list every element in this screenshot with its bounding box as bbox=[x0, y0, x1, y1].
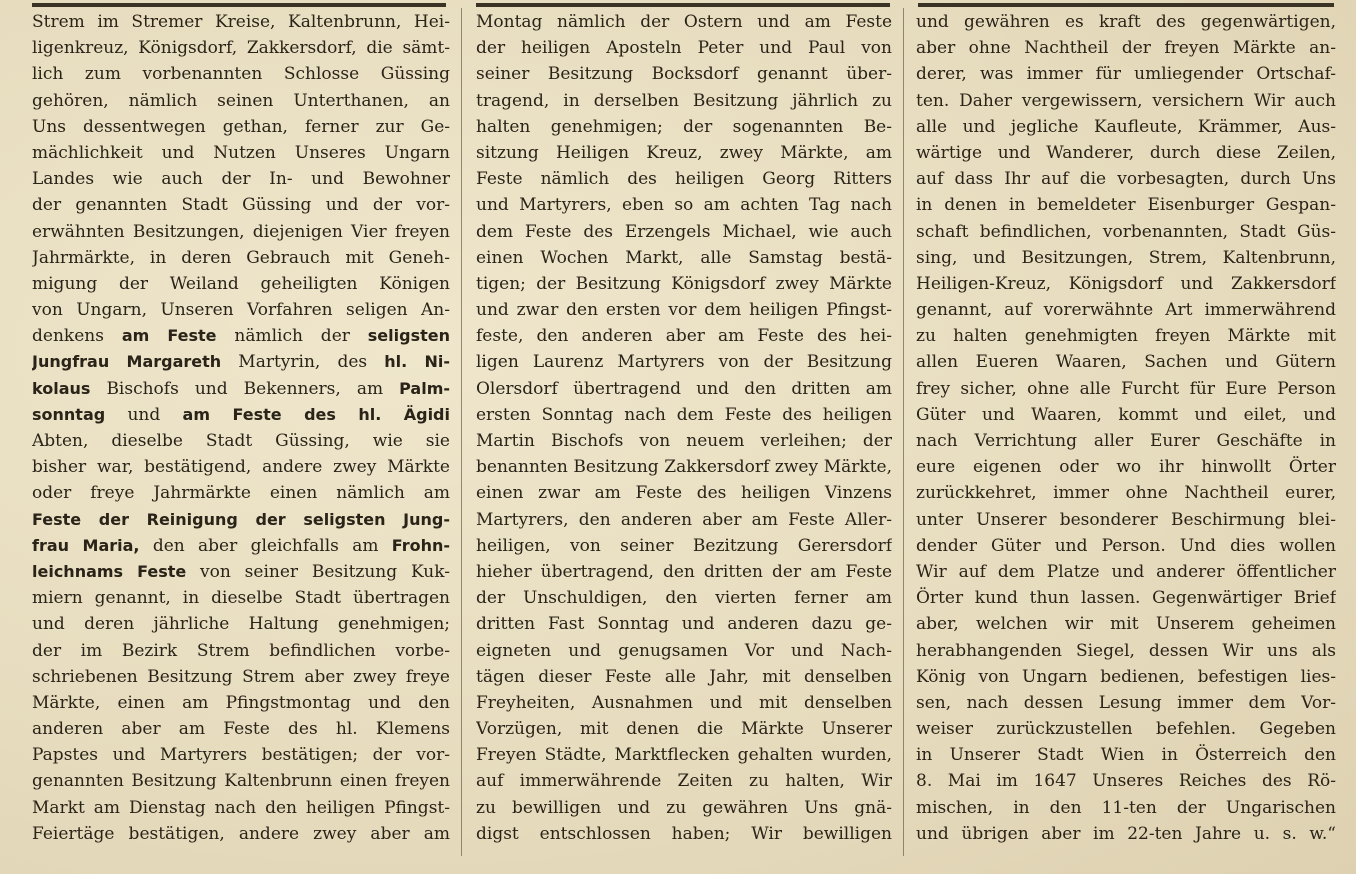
text-run: eigneten und genugsamen Vor und Nach- bbox=[476, 640, 892, 661]
text-line bbox=[476, 611, 892, 637]
text-run: mächlichkeit und Nutzen Unseres Ungarn bbox=[32, 142, 450, 163]
text-run: halten genehmigen; der sogenannten Be- bbox=[476, 116, 892, 137]
text-run: einen Wochen Markt, alle Samstag bestä- bbox=[476, 247, 892, 268]
text-run: zurückkehret, immer ohne Nachtheil eurer, bbox=[916, 483, 1336, 504]
text-line bbox=[916, 9, 1336, 35]
text-column-3 bbox=[916, 9, 1336, 865]
text-run: zu halten genehmigten freyen Märkte mit bbox=[916, 326, 1336, 347]
text-line bbox=[32, 821, 450, 847]
text-run: genannt, auf vorerwähnte Art immerwährend bbox=[916, 300, 1336, 321]
text-line bbox=[476, 768, 892, 794]
text-run: migung der Weiland geheiligten Königen bbox=[32, 273, 450, 294]
text-line bbox=[32, 507, 450, 533]
text-line bbox=[32, 454, 450, 480]
text-run: oder freye Jahrmärkte einen nämlich am bbox=[32, 483, 450, 504]
text-run: und zwar den ersten vor dem heiligen Pfingst- bbox=[476, 300, 892, 321]
text-line bbox=[916, 428, 1336, 454]
column-top-rule bbox=[476, 3, 890, 7]
text-line bbox=[32, 35, 450, 61]
text-run: herabhangenden Siegel, dessen Wir uns als bbox=[916, 640, 1336, 661]
text-run: ersten Sonntag nach dem Feste des heiligen bbox=[476, 404, 892, 425]
text-line bbox=[476, 88, 892, 114]
text-line bbox=[476, 638, 892, 664]
text-line bbox=[32, 402, 450, 428]
text-run: Güter und Waaren, kommt und eilet, und bbox=[916, 404, 1336, 425]
text-run: ligen Laurenz Martyrers von der Besitzung bbox=[476, 352, 892, 373]
text-run: allen Eueren Waaren, Sachen und Gütern bbox=[916, 352, 1336, 373]
text-run: tägen dieser Feste alle Jahr, mit denselben bbox=[476, 666, 892, 687]
text-run: Martyrin, des bbox=[221, 352, 385, 373]
text-run: schaft befindlichen, vorbenannten, Stadt Güs- bbox=[916, 221, 1336, 242]
text-run: aber, welchen wir mit Unserem geheimen bbox=[916, 614, 1336, 635]
text-run: Abten, dieselbe Stadt Güssing, wie sie bbox=[32, 431, 450, 451]
text-line bbox=[476, 271, 892, 297]
text-run: Freyheiten, Ausnahmen und mit denselben bbox=[476, 692, 892, 713]
text-run: Feiertäge bestätigen, andere zwey aber am bbox=[32, 823, 450, 844]
text-line bbox=[476, 559, 892, 585]
text-run: Freyen Städte, Marktflecken gehalten wurden, bbox=[476, 745, 892, 766]
text-line bbox=[476, 9, 892, 35]
text-line bbox=[916, 114, 1336, 140]
text-line bbox=[476, 742, 892, 768]
bold-text-run: leichnams Feste bbox=[32, 561, 187, 581]
text-line bbox=[476, 507, 892, 533]
text-line bbox=[32, 219, 450, 245]
text-run: sitzung Heiligen Kreuz, zwey Märkte, am bbox=[476, 142, 892, 163]
text-line bbox=[916, 768, 1336, 794]
text-line bbox=[32, 166, 450, 192]
text-line bbox=[916, 35, 1336, 61]
text-line bbox=[476, 349, 892, 375]
text-run: miern genannt, in dieselbe Stadt übertragen bbox=[32, 588, 450, 609]
text-run: lich zum vorbenannten Schlosse Güssing bbox=[32, 64, 450, 85]
text-line bbox=[32, 428, 450, 454]
text-run: 8. Mai im 1647 Unseres Reiches des Rö- bbox=[916, 771, 1336, 792]
bold-text-run: kolaus bbox=[32, 378, 91, 398]
text-run: Strem im Stremer Kreise, Kaltenbrunn, Hei- bbox=[32, 12, 450, 32]
text-line bbox=[476, 376, 892, 402]
text-run: dritten Fast Sonntag und anderen dazu ge- bbox=[476, 614, 892, 635]
text-line bbox=[32, 664, 450, 690]
text-run: Montag nämlich der Ostern und am Feste bbox=[476, 12, 892, 32]
text-run: Örter kund thun lassen. Gegenwärtiger Brief bbox=[916, 588, 1336, 609]
text-line bbox=[32, 349, 450, 375]
text-run: ten. Daher vergewissern, versichern Wir auch bbox=[916, 90, 1336, 111]
text-line bbox=[32, 795, 450, 821]
text-run: Wir auf dem Platze und anderer öffentlicher bbox=[916, 561, 1336, 582]
text-line bbox=[32, 114, 450, 140]
text-run: tragend, in derselben Besitzung jährlich zu bbox=[476, 90, 892, 111]
text-run: auf immerwährende Zeiten zu halten, Wir bbox=[476, 771, 892, 792]
text-run: Uns dessentwegen gethan, ferner zur Ge- bbox=[32, 116, 450, 137]
text-line bbox=[32, 559, 450, 585]
text-line bbox=[916, 559, 1336, 585]
text-line bbox=[476, 716, 892, 742]
text-line bbox=[32, 611, 450, 637]
text-line bbox=[916, 611, 1336, 637]
text-line bbox=[476, 140, 892, 166]
text-line bbox=[476, 821, 892, 847]
text-run: der im Bezirk Strem befindlichen vorbe- bbox=[32, 640, 450, 661]
text-run: der heiligen Aposteln Peter und Paul von bbox=[476, 38, 892, 59]
text-run: Landes wie auch der In- und Bewohner bbox=[32, 169, 450, 190]
bold-text-run: hl. Ni- bbox=[384, 352, 450, 372]
text-run: und bbox=[105, 404, 183, 425]
text-run: Jahrmärkte, in deren Gebrauch mit Geneh- bbox=[32, 247, 450, 268]
text-line bbox=[476, 428, 892, 454]
text-line bbox=[916, 61, 1336, 87]
text-run: gehören, nämlich seinen Unterthanen, an bbox=[32, 90, 450, 111]
text-line bbox=[916, 402, 1336, 428]
text-line bbox=[916, 219, 1336, 245]
text-line bbox=[476, 480, 892, 506]
text-run: und gewähren es kraft des gegenwärtigen, bbox=[916, 12, 1336, 32]
text-line bbox=[916, 376, 1336, 402]
text-run: genannten Besitzung Kaltenbrunn einen freyen bbox=[32, 771, 450, 792]
text-line bbox=[476, 61, 892, 87]
column-divider bbox=[903, 8, 904, 856]
text-run: mischen, in den 11-ten der Ungarischen bbox=[916, 797, 1336, 818]
text-line bbox=[32, 480, 450, 506]
text-line bbox=[476, 585, 892, 611]
text-line bbox=[916, 192, 1336, 218]
text-run: den aber gleichfalls am bbox=[139, 535, 392, 556]
text-line bbox=[916, 140, 1336, 166]
text-run: unter Unserer besonderer Beschirmung blei- bbox=[916, 509, 1336, 530]
text-run: in denen in bemeldeter Eisenburger Gespan- bbox=[916, 195, 1336, 216]
text-line bbox=[916, 742, 1336, 768]
text-run: digst entschlossen haben; Wir bewilligen bbox=[476, 823, 892, 844]
text-line bbox=[916, 821, 1336, 847]
text-line bbox=[916, 245, 1336, 271]
text-line bbox=[476, 166, 892, 192]
text-line bbox=[916, 323, 1336, 349]
text-column-1 bbox=[32, 9, 450, 865]
text-run: heiligen, von seiner Bezitzung Gerersdorf bbox=[476, 535, 892, 556]
text-run: dender Güter und Person. Und dies wollen bbox=[916, 535, 1336, 556]
text-line bbox=[916, 88, 1336, 114]
text-line bbox=[476, 664, 892, 690]
text-line bbox=[476, 192, 892, 218]
bold-text-run: Palm- bbox=[399, 378, 450, 398]
text-run: Feste nämlich des heiligen Georg Ritters bbox=[476, 169, 892, 190]
text-line bbox=[476, 454, 892, 480]
text-run: Martyrers, den anderen aber am Feste Aller- bbox=[476, 509, 892, 530]
text-line bbox=[32, 271, 450, 297]
text-run: anderen aber am Feste des hl. Klemens bbox=[32, 719, 450, 740]
text-line bbox=[32, 9, 450, 35]
text-run: Märkte, einen am Pfingstmontag und den bbox=[32, 692, 450, 713]
text-line bbox=[32, 323, 450, 349]
bold-text-run: am Feste bbox=[121, 326, 217, 346]
text-run: Papstes und Martyrers bestätigen; der vor- bbox=[32, 745, 450, 766]
bold-text-run: seligsten bbox=[367, 326, 450, 346]
text-line bbox=[32, 88, 450, 114]
text-line bbox=[916, 585, 1336, 611]
text-line bbox=[916, 271, 1336, 297]
text-run: auf dass Ihr auf die vorbesagten, durch Uns bbox=[916, 169, 1336, 190]
text-run: Markt am Dienstag nach den heiligen Pfingst- bbox=[32, 797, 450, 818]
text-line bbox=[916, 795, 1336, 821]
text-run: dem Feste des Erzengels Michael, wie auch bbox=[476, 221, 892, 242]
text-run: schriebenen Besitzung Strem aber zwey freye bbox=[32, 666, 450, 687]
text-run: seiner Besitzung Bocksdorf genannt über- bbox=[476, 64, 892, 85]
text-line bbox=[32, 742, 450, 768]
text-run: sen, nach dessen Lesung immer dem Vor- bbox=[916, 692, 1336, 713]
text-run: der Unschuldigen, den vierten ferner am bbox=[476, 588, 892, 609]
text-run: und deren jährliche Haltung genehmigen; bbox=[32, 614, 450, 635]
text-run: tigen; der Besitzung Königsdorf zwey Märkte bbox=[476, 273, 892, 294]
text-run: von Ungarn, Unseren Vorfahren seligen An- bbox=[32, 300, 450, 321]
text-line bbox=[916, 638, 1336, 664]
text-run: in Unserer Stadt Wien in Österreich den bbox=[916, 745, 1336, 766]
text-line bbox=[476, 323, 892, 349]
bold-text-run: frau Maria, bbox=[32, 535, 140, 555]
text-line bbox=[916, 297, 1336, 323]
text-line bbox=[476, 245, 892, 271]
text-line bbox=[916, 690, 1336, 716]
text-line bbox=[916, 507, 1336, 533]
text-run: alle und jegliche Kaufleute, Krämmer, Aus- bbox=[916, 116, 1336, 137]
text-run: und Martyrers, eben so am achten Tag nach bbox=[476, 195, 892, 216]
text-line bbox=[916, 349, 1336, 375]
text-line bbox=[916, 533, 1336, 559]
text-line bbox=[476, 690, 892, 716]
text-run: und übrigen aber im 22-ten Jahre u. s. w.“ bbox=[916, 823, 1336, 844]
bold-text-run: Jungfrau Margareth bbox=[32, 352, 222, 372]
text-line bbox=[32, 61, 450, 87]
text-line bbox=[32, 192, 450, 218]
column-divider bbox=[461, 8, 462, 856]
text-run: König von Ungarn bedienen, befestigen lies- bbox=[916, 666, 1336, 687]
text-line bbox=[476, 402, 892, 428]
text-run: einen zwar am Feste des heiligen Vinzens bbox=[476, 483, 892, 504]
text-line bbox=[476, 114, 892, 140]
text-line bbox=[916, 716, 1336, 742]
text-run: erwähnten Besitzungen, diejenigen Vier freyen bbox=[32, 221, 450, 242]
text-line bbox=[32, 638, 450, 664]
text-run: frey sicher, ohne alle Furcht für Eure Person bbox=[916, 378, 1336, 399]
text-line bbox=[32, 297, 450, 323]
text-run: zu bewilligen und zu gewähren Uns gnä- bbox=[476, 797, 892, 818]
text-line bbox=[916, 454, 1336, 480]
bold-text-run: Feste der Reinigung der seligsten Jung- bbox=[32, 509, 450, 529]
text-run: feste, den anderen aber am Feste des hei- bbox=[476, 326, 892, 347]
text-line bbox=[32, 585, 450, 611]
text-line bbox=[32, 140, 450, 166]
text-line bbox=[32, 690, 450, 716]
text-run: nach Verrichtung aller Eurer Geschäfte in bbox=[916, 431, 1336, 451]
text-run: aber ohne Nachtheil der freyen Märkte an- bbox=[916, 38, 1336, 59]
text-run: der genannten Stadt Güssing und der vor- bbox=[32, 195, 450, 216]
text-line bbox=[32, 245, 450, 271]
text-run: Heiligen-Kreuz, Königsdorf und Zakkersdorf bbox=[916, 273, 1336, 294]
text-line bbox=[32, 376, 450, 402]
text-run: wärtige und Wanderer, durch diese Zeilen, bbox=[916, 142, 1336, 163]
text-run: nämlich der bbox=[216, 326, 368, 347]
text-column-2 bbox=[476, 9, 892, 865]
text-line bbox=[476, 35, 892, 61]
text-run: Vorzügen, mit denen die Märkte Unserer bbox=[476, 719, 892, 740]
text-run: bisher war, bestätigend, andere zwey Märkte bbox=[32, 457, 450, 478]
text-run: von seiner Besitzung Kuk- bbox=[186, 561, 450, 582]
text-run: ligenkreuz, Königsdorf, Zakkersdorf, die sämt- bbox=[32, 38, 450, 59]
bold-text-run: Frohn- bbox=[391, 535, 450, 555]
text-run: derer, was immer für umliegender Ortschaf- bbox=[916, 64, 1336, 85]
column-top-rule bbox=[918, 3, 1334, 7]
bold-text-run: am Feste des hl. Ägidi bbox=[182, 404, 450, 424]
text-run: eure eigenen oder wo ihr hinwollt Örter bbox=[916, 457, 1336, 478]
column-top-rule bbox=[32, 3, 446, 7]
text-line bbox=[32, 533, 450, 559]
text-line bbox=[32, 768, 450, 794]
text-line bbox=[916, 480, 1336, 506]
text-line bbox=[476, 219, 892, 245]
text-run: weiser zurückzustellen befehlen. Gegeben bbox=[916, 719, 1336, 740]
text-run: sing, und Besitzungen, Strem, Kaltenbrunn, bbox=[916, 247, 1336, 268]
text-run: hieher übertragend, den dritten der am Feste bbox=[476, 561, 892, 582]
text-line bbox=[476, 297, 892, 323]
text-run: denkens bbox=[32, 326, 122, 347]
text-line bbox=[32, 716, 450, 742]
text-line bbox=[476, 795, 892, 821]
text-run: Martin Bischofs von neuem verleihen; der bbox=[476, 431, 892, 451]
text-run: Olersdorf übertragend und den dritten am bbox=[476, 378, 892, 399]
text-line bbox=[916, 166, 1336, 192]
text-run: benannten Besitzung Zakkersdorf zwey Märkte, bbox=[476, 457, 892, 478]
text-line bbox=[916, 664, 1336, 690]
bold-text-run: sonntag bbox=[32, 404, 106, 424]
text-line bbox=[476, 533, 892, 559]
text-run: Bischofs und Bekenners, am bbox=[90, 378, 400, 399]
